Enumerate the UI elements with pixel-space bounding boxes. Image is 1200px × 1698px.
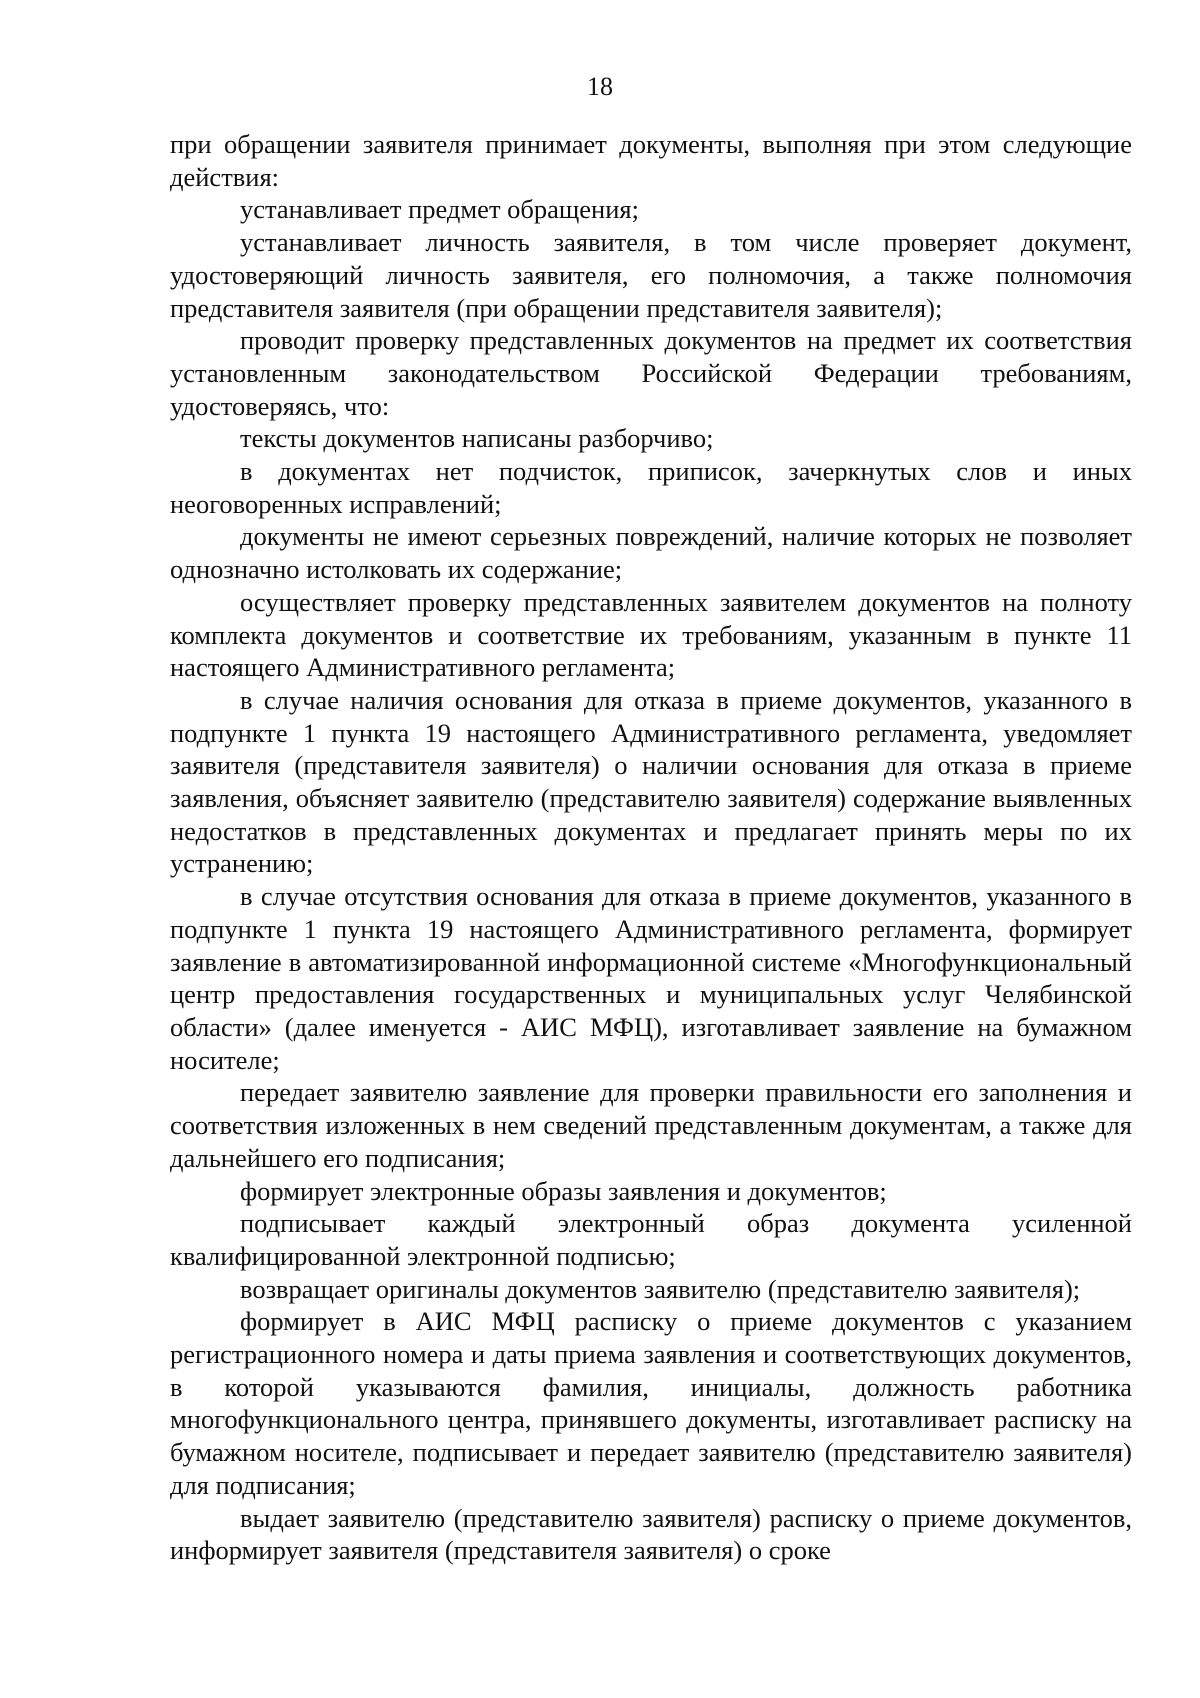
paragraph: документы не имеют серьезных повреждений, наличие которых не позволяет однозначно истолковать их содержание; bbox=[170, 521, 1132, 585]
paragraph: в случае отсутствия основания для отказа в приеме документов, указанного в подпункте 1 пункта 19 настоящего Административного регламента, формирует заявление в автоматизированной информационной системе «Многофункциональный центр предоставления государственных и муниципальных услуг Челябинской области» (далее именуется - АИС МФЦ), изготавливает заявление на бумажном носителе; bbox=[170, 881, 1132, 1075]
paragraph: передает заявителю заявление для проверки правильности его заполнения и соответствия изложенных в нем сведений представленным документам, а также для дальнейшего его подписания; bbox=[170, 1077, 1132, 1173]
paragraph: выдает заявителю (представителю заявителя) расписку о приеме документов, информирует заявителя (представителя заявителя) о сроке bbox=[170, 1502, 1132, 1566]
paragraph: устанавливает личность заявителя, в том числе проверяет документ, удостоверяющий личность заявителя, его полномочия, а также полномочия представителя заявителя (при обращении представителя заявителя); bbox=[170, 227, 1132, 323]
paragraph: устанавливает предмет обращения; bbox=[240, 194, 639, 225]
paragraph: проводит проверку представленных документов на предмет их соответствия установленным законодательством Российской Федерации требованиям, удостоверяясь, что: bbox=[170, 325, 1132, 421]
paragraph: при обращении заявителя принимает документы, выполняя при этом следующие действия: bbox=[170, 129, 1132, 192]
paragraph: в случае наличия основания для отказа в приеме документов, указанного в подпункте 1 пункта 19 настоящего Административного регламента, уведомляет заявителя (представителя заявителя) о наличии основания для отказа в приеме заявления, объясняет заявителю (представителю заявителя) содержание выявленных недостатков в представленных документах и предлагает принять меры по их устранению; bbox=[170, 684, 1132, 879]
paragraph: формирует электронные образы заявления и документов; bbox=[240, 1175, 887, 1206]
paragraph: тексты документов написаны разборчиво; bbox=[240, 423, 714, 454]
paragraph: возвращает оригиналы документов заявителю (представителю заявителя); bbox=[240, 1273, 1081, 1304]
paragraph: осуществляет проверку представленных заявителем документов на полноту комплекта документов и соответствие их требованиям, указанным в пункте 11 настоящего Административного регламента; bbox=[170, 586, 1132, 683]
paragraph: в документах нет подчисток, приписок, зачеркнутых слов и иных неоговоренных исправлений; bbox=[170, 456, 1132, 519]
paragraph: подписывает каждый электронный образ документа усиленной квалифицированной электронной подписью; bbox=[170, 1208, 1132, 1271]
page-number: 18 bbox=[587, 72, 613, 101]
paragraph: формирует в АИС МФЦ расписку о приеме документов с указанием регистрационного номера и даты приема заявления и соответствующих документов, в которой указываются фамилия, инициалы, должность работника многофункционального центра, принявшего документы, изготавливает расписку на бумажном носителе, подписывает и передает заявителю (представителю заявителя) для подписания; bbox=[170, 1306, 1132, 1500]
document-body bbox=[170, 128, 1132, 1567]
